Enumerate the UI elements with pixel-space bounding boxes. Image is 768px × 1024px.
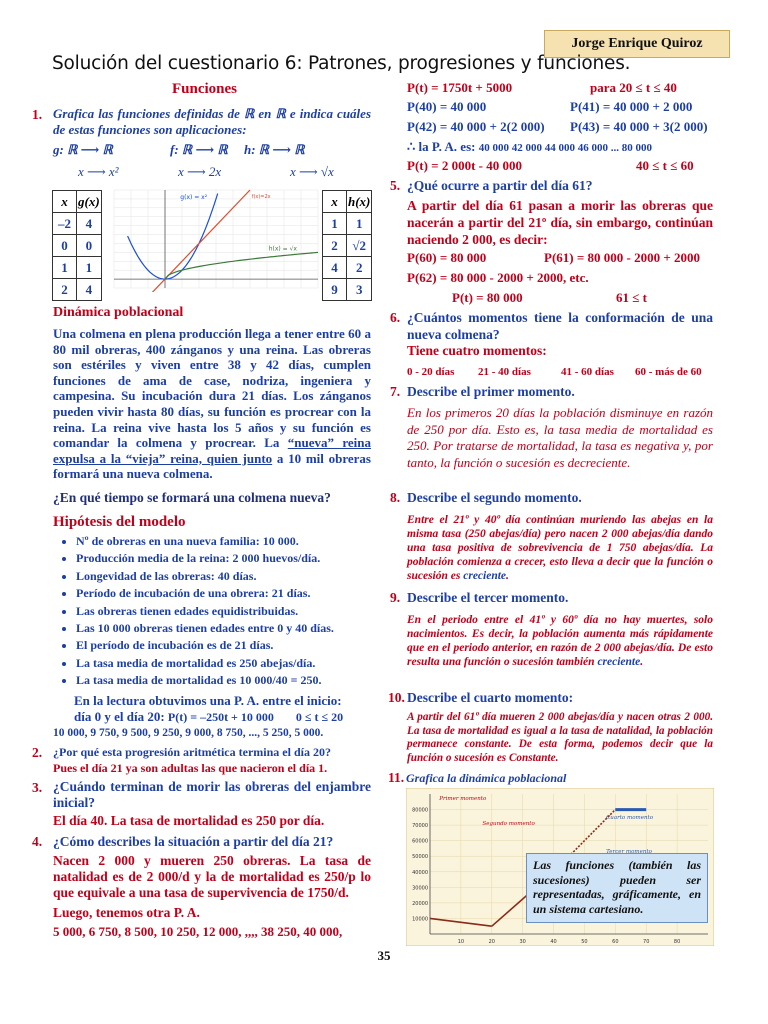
table-row: 2: [323, 235, 347, 257]
map-h: h: ℝ ⟶ ℝ: [244, 142, 305, 157]
x-tick-label: 70: [643, 939, 650, 945]
hipotesis-list: [58, 533, 388, 690]
x-tick-label: 20: [488, 939, 495, 945]
x-tick-label: 60: [612, 939, 619, 945]
table-cell: 3: [347, 279, 372, 301]
table-h-h1: x: [323, 191, 347, 213]
lectura-day: día 0 y el día 20:: [74, 709, 165, 724]
q10-number: 10.: [388, 690, 405, 705]
q8-number: 8.: [390, 490, 401, 505]
q1-text: Grafica las funciones definidas de ℝ en ℝ e indica cuáles de estas funciones son aplicaciones:: [53, 106, 371, 137]
q6-text: ¿Cuántos momentos tiene la conformación de una nueva colmena?: [407, 310, 713, 342]
author-box: Jorge Enrique Quiroz: [544, 30, 730, 58]
q5-text: ¿Qué ocurre a partir del día 61?: [407, 178, 593, 193]
map-hx: x ⟶ √x: [290, 164, 334, 179]
dinamica-heading: Dinámica poblacional: [53, 305, 184, 320]
sequence-2: 5 000, 6 750, 8 500, 10 250, 12 000, ,,,, 38 250, 40 000,: [53, 924, 343, 939]
q4-number: 4.: [32, 834, 43, 849]
pa-label: ∴ la P. A. es:: [407, 139, 476, 154]
y-tick-label: 60000: [412, 838, 428, 845]
a6-text: Tiene cuatro momentos:: [407, 343, 547, 358]
lectura-line1: En la lectura obtuvimos una P. A. entre el inicio:: [74, 693, 342, 708]
table-row: 4: [323, 257, 347, 279]
hipotesis-heading: Hipótesis del modelo: [53, 514, 186, 530]
q5-number: 5.: [390, 178, 401, 193]
stage-4: 60 - más de 60: [635, 366, 702, 378]
sequence-1: 10 000, 9 750, 9 500, 9 250, 9 000, 8 750, ..., 5 250, 5 000.: [53, 727, 324, 739]
stage-2: 21 - 40 días: [478, 366, 531, 378]
table-h: [322, 190, 372, 301]
list-item: • Período de incubación de una obrera: 21 días.: [76, 585, 388, 602]
q7-text: Describe el primer momento.: [407, 384, 575, 399]
q4-text: ¿Cómo describes la situación a partir del día 21?: [53, 834, 334, 849]
table-row: 9: [323, 279, 347, 301]
page-title: Solución del cuestionario 6: Patrones, progresiones y funciones.: [52, 53, 631, 74]
table-row: 1: [53, 257, 77, 279]
series-label: Primer momento: [439, 796, 487, 803]
table-g: [52, 190, 102, 301]
map-gx: x ⟶ x²: [78, 164, 119, 179]
y-tick-label: 40000: [412, 869, 428, 876]
dinamica-paragraph: [53, 326, 371, 482]
dinamica-text-c: a 10 mil obreras formará una nueva colmena.: [53, 450, 371, 482]
lectura-range: 0 ≤ t ≤ 20: [295, 710, 344, 724]
q10-text: Describe el cuarto momento:: [407, 690, 574, 705]
map-fx: x ⟶ 2x: [178, 164, 222, 179]
list-item: • El período de incubación es de 21 días.: [76, 637, 388, 654]
x-tick-label: 50: [581, 939, 588, 945]
series-label-h: h(x) = √x: [268, 245, 297, 253]
main-question: ¿En qué tiempo se formará una colmena nueva?: [53, 490, 331, 505]
table-cell: 4: [77, 279, 102, 301]
p60: P(60) = 80 000: [407, 250, 487, 265]
a5-text: A partir del día 61 pasan a morir las obreras que nacerán a partir del 21º día, sin embargo, continúan naciendo 2 000, es decir:: [407, 198, 713, 247]
list-item: • La tasa media de mortalidad es 250 abejas/día.: [76, 655, 388, 672]
q3-number: 3.: [32, 780, 43, 795]
page-number: 35: [377, 948, 391, 963]
list-item: • Producción media de la reina: 2 000 huevos/día.: [76, 550, 388, 567]
a4b-text: Luego, tenemos otra P. A.: [53, 905, 200, 920]
series-label: Segundo momento: [482, 821, 535, 828]
p40: P(40) = 40 000: [407, 99, 487, 114]
table-cell: √2: [347, 235, 372, 257]
p2-range: 40 ≤ t ≤ 60: [636, 158, 694, 173]
table-h-h2: h(x): [347, 191, 372, 213]
x-tick-label: 80: [673, 939, 681, 945]
y-tick-label: 30000: [412, 885, 428, 892]
list-item: • Las 10 000 obreras tienen edades entre 0 y 40 días.: [76, 620, 388, 637]
map-g: g: ℝ ⟶ ℝ: [53, 142, 113, 157]
lectura-line2: [74, 709, 343, 725]
table-cell: 0: [77, 235, 102, 257]
p3-formula: P(t) = 80 000: [452, 290, 523, 305]
funciones-heading: Funciones: [172, 81, 238, 97]
table-cell: 1: [77, 257, 102, 279]
table-g-h2: g(x): [77, 191, 102, 213]
p42: P(42) = 40 000 + 2(2 000): [407, 119, 545, 134]
list-item: • Las obreras tienen edades equidistribuidas.: [76, 603, 388, 620]
y-tick-label: 80000: [412, 807, 428, 814]
series-label: Cuarto momento: [606, 814, 654, 821]
pa-sequence: 40 000 42 000 44 000 46 000 ... 80 000: [478, 142, 652, 154]
y-tick-label: 70000: [412, 823, 428, 830]
a8-text-b: creciente: [463, 570, 507, 582]
p61: P(61) = 80 000 - 2000 + 2000: [544, 250, 700, 265]
table-row: 1: [323, 213, 347, 235]
q6-number: 6.: [390, 310, 401, 325]
table-g-h1: x: [53, 191, 77, 213]
series-label-g: g(x) = x²: [180, 193, 208, 201]
a8-text: Entre el 21º y 40º día continúan muriendo las abejas en la misma tasa (250 abejas/día) pero nacen 2 000 abejas/día dando una tasa positiva de sobrevivencia de 1 750 abejas/día. La población comienza a crecer, esto lleva a decir que la función o sucesión es creciente.: [407, 514, 713, 582]
a9-text-a: En el periodo entre el 41º y 60º día no hay muertes, solo nacimientos. Es decir, la población aumenta más rápidamente que en el periodo anterior, en razón de 2 000 abejas/día. De esto resulta una función o sucesión también: [407, 614, 713, 668]
a7-text: En los primeros 20 días la población disminuye en razón de 250 por día. Esto es, la tasa media de mortalidad es 250. Por tratarse de mortalidad, la tasa es negativa y, por tanto, la función o sucesión es decreciente.: [407, 405, 713, 470]
y-tick-label: 20000: [412, 900, 428, 907]
a2-text: Pues el día 21 ya son adultas las que nacieron el día 1.: [53, 761, 328, 775]
q9-text: Describe el tercer momento.: [407, 590, 569, 605]
p41: P(41) = 40 000 + 2 000: [570, 99, 693, 114]
series-label-f: f(x)=2x: [251, 194, 271, 201]
callout-box: Las funciones (también las sucesiones) pueden ser representadas, gráficamente, en un sistema cartesiano.: [526, 853, 708, 923]
p62: P(62) = 80 000 - 2000 + 2000, etc.: [407, 270, 589, 285]
table-cell: 1: [347, 213, 372, 235]
q1-number: 1.: [32, 107, 43, 122]
a3-text: El día 40. La tasa de mortalidad es 250 por día.: [53, 813, 325, 828]
p43: P(43) = 40 000 + 3(2 000): [570, 119, 708, 134]
p2-formula: P(t) = 2 000t - 40 000: [407, 158, 522, 173]
x-tick-label: 10: [457, 939, 465, 945]
q11-number: 11.: [388, 770, 405, 785]
table-row: –2: [53, 213, 77, 235]
map-f: f: ℝ ⟶ ℝ: [170, 142, 228, 157]
a9-text-b: creciente: [597, 656, 641, 668]
table-row: 0: [53, 235, 77, 257]
p3-range: 61 ≤ t: [616, 290, 647, 305]
table-cell: 4: [77, 213, 102, 235]
q3-text: ¿Cuándo terminan de morir las obreras del enjambre inicial?: [53, 779, 371, 810]
q2-number: 2.: [32, 745, 43, 760]
a8-text-a: Entre el 21º y 40º día continúan muriendo las abejas en la misma tasa (250 abejas/día) pero nacen 2 000 abejas/día dando una tasa positiva de sobrevivencia de 1 750 abejas/día. La población comienza a crecer, esto lleva a decir que la función o sucesión es: [407, 514, 713, 582]
a10-text: A partir del 61º día mueren 2 000 abejas/día y nacen otras 2 000. La tasa de mortalidad es igual a la tasa de natalidad, la población permanece constante. De esta forma, podemos decir que la función o sucesión es Constante.: [407, 711, 713, 764]
y-tick-label: 50000: [412, 854, 428, 861]
a4-text: Nacen 2 000 y mueren 250 obreras. La tasa de natalidad es de 2 000/d y la de mortalidad es 250/p lo que equivale a una tasa de supervivencia de 1750/d.: [53, 853, 371, 900]
q11-text: Grafica la dinámica poblacional: [406, 771, 567, 785]
x-tick-label: 40: [550, 939, 557, 945]
pa-line: [407, 139, 652, 155]
table-row: 2: [53, 279, 77, 301]
functions-graph: [110, 186, 322, 292]
dinamica-text-b: “nueva” reina expulsa a la “vieja” reina, quien junto: [53, 435, 371, 466]
list-item: • La tasa media de mortalidad es 10 000/40 = 250.: [76, 672, 388, 689]
stage-3: 41 - 60 días: [561, 366, 614, 378]
q9-number: 9.: [390, 590, 401, 605]
table-cell: 2: [347, 257, 372, 279]
y-tick-label: 10000: [412, 916, 428, 923]
lectura-formula: P(t) = –250t + 10 000: [167, 710, 274, 724]
p1-formula: P(t) = 1750t + 5000: [407, 80, 513, 95]
q8-text: Describe el segundo momento.: [407, 490, 582, 505]
list-item: • Longevidad de las obreras: 40 días.: [76, 568, 388, 585]
dinamica-text-a: Una colmena en plena producción llega a tener entre 60 a 80 mil obreras, 400 zánganos y una reina. Las obreras son estériles y viven entre 38 y 42 días, cumplen funciones de ama de case, nodriza, ingeniera y campesina. Su incubación dura 21 días. Los zánganos pueden vivir hasta 80 días, su función es procrear con la reina. La reina vive hasta los 5 años y su función es comandar la colmena y procrear. La: [53, 326, 371, 451]
q7-number: 7.: [390, 384, 401, 399]
q2-text: ¿Por qué esta progresión aritmética termina el día 20?: [53, 745, 331, 759]
a9-text: En el periodo entre el 41º y 60º día no hay muertes, solo nacimientos. Es decir, la población aumenta más rápidamente que en el periodo anterior, en razón de 2 000 abejas/día. De esto resulta una función o sucesión también creciente.: [407, 614, 713, 668]
p1-range: para 20 ≤ t ≤ 40: [590, 80, 677, 95]
stage-1: 0 - 20 días: [407, 366, 455, 378]
list-item: • Nº de obreras en una nueva familia: 10 000.: [76, 533, 388, 550]
x-tick-label: 30: [519, 939, 526, 945]
